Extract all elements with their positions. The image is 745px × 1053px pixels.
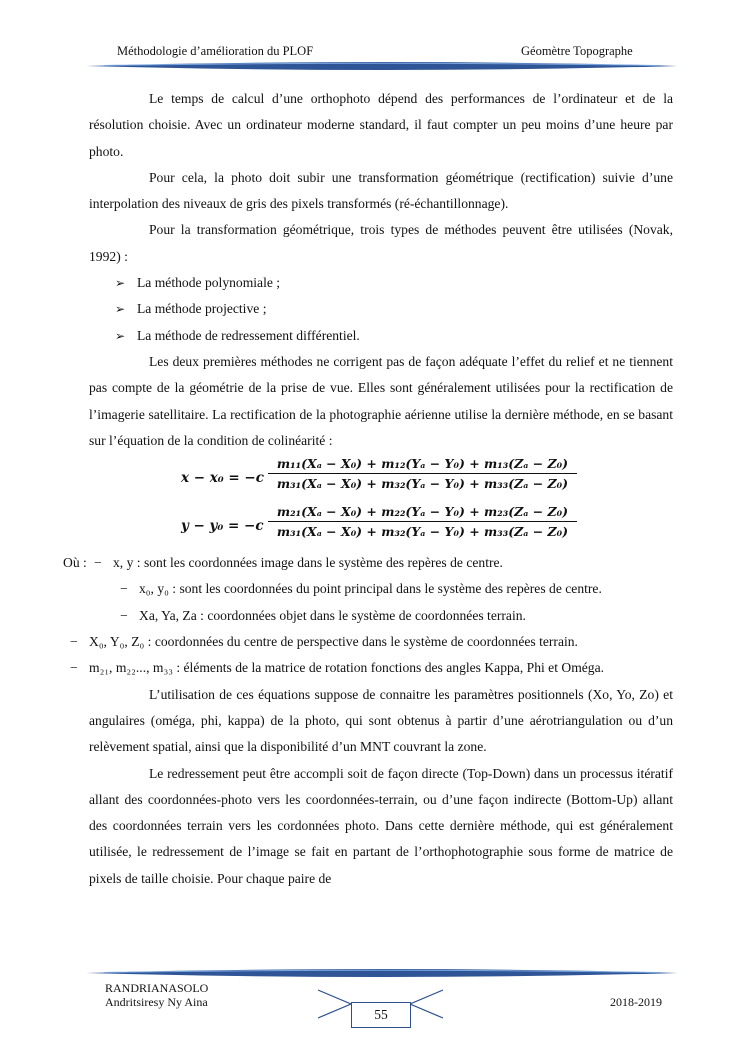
arrow-bullet-icon: ➢ [115, 328, 126, 343]
dash-bullet: − [120, 581, 128, 597]
paragraph-3: Pour la transformation géométrique, trois types de méthodes peuvent être utilisées (Novak, 1992) : [89, 222, 673, 264]
equation-denominator: m₃₁(Xₐ − X₀) + m₃₂(Yₐ − Y₀) + m₃₃(Zₐ − Z₀) [276, 476, 569, 492]
definition-item [89, 576, 673, 602]
equation-lhs: x − x₀ = −c [181, 470, 264, 487]
definition-text: m₂₁, m₂₂..., m₃₃ : éléments de la matrice de rotation fonctions des angles Kappa, Phi et Oméga. [89, 660, 605, 676]
definitions-label: Où : [63, 555, 87, 571]
footer-author [105, 981, 208, 1009]
definition-text: X₀, Y₀, Z₀ : coordonnées du centre de perspective dans le système de coordonnées terrain. [89, 634, 578, 650]
definition-item [89, 603, 673, 629]
definition-text: x, y : sont les coordonnées image dans le système des repères de centre. [113, 555, 503, 571]
header-rule [84, 61, 680, 71]
footer-rule [84, 968, 680, 978]
author-line-2: Andritsiresy Ny Aina [105, 995, 208, 1009]
dash-bullet: − [94, 555, 102, 571]
arrow-bullet-icon: ➢ [115, 302, 126, 317]
bullet-text: La méthode projective ; [137, 301, 267, 317]
dash-bullet: − [70, 634, 78, 650]
bullet-text: La méthode polynomiale ; [137, 275, 281, 291]
paragraph-1: Le temps de calcul d’une orthophoto dépend des performances de l’ordinateur et de la résolution choisie. Avec un ordinateur moderne standard, il faut compter un peu moins d’une heure par photo. [89, 91, 673, 159]
dash-bullet: − [120, 607, 128, 623]
header-subtitle: Géomètre Topographe [521, 44, 633, 58]
page-body [63, 86, 673, 892]
arrow-bullet-icon: ➢ [115, 276, 126, 291]
equation-numerator: m₁₁(Xₐ − X₀) + m₁₂(Yₐ − Y₀) + m₁₃(Zₐ − Z₀) [268, 454, 577, 474]
paragraph-4: Les deux premières méthodes ne corrigent pas de façon adéquate l’effet du relief et ne tiennent pas compte de la géométrie de la prise de vue. Elles sont généralement utilisées pour la rectification de l’imagerie satellitaire. La rectification de la photographie aérienne utilise la dernière méthode, en se basant sur l’équation de la condition de colinéarité : [89, 353, 673, 448]
author-line-1: RANDRIANASOLO [105, 981, 209, 995]
equation-fraction [268, 502, 577, 541]
paragraph-6: Le redressement peut être accompli soit de façon directe (Top-Down) dans un processus itératif allant des coordonnées-photo vers les coordonnées-terrain, ou d’une façon indirecte (Bottom-Up) allant des coordonnées terrain vers les cordonnées photo. Dans cette dernière méthode, qui est généralement utilisée, le redressement de l’image se fait en partant de l’orthophotographie sous forme de matrice de pixels de taille choisie. Pour chaque paire de [89, 765, 673, 886]
paragraph-2: Pour cela, la photo doit subir une transformation géométrique (rectification) suivie d’une interpolation des niveaux de gris des pixels transformés (ré-échantillonnage). [89, 169, 673, 212]
equation-numerator: m₂₁(Xₐ − X₀) + m₂₂(Yₐ − Y₀) + m₂₃(Zₐ − Z₀) [268, 502, 577, 522]
definition-item [63, 550, 673, 576]
collinearity-equation-y [89, 502, 673, 550]
definition-text: Xa, Ya, Za : coordonnées objet dans le système de coordonnées terrain. [139, 607, 526, 623]
bullet-item [89, 270, 673, 296]
bullet-text: La méthode de redressement différentiel. [137, 327, 360, 343]
definition-item [62, 655, 673, 681]
dash-bullet: − [70, 660, 78, 676]
definition-text: x₀, y₀ : sont les coordonnées du point principal dans le système des repères de centre. [139, 581, 602, 597]
page-number: 55 [351, 1002, 411, 1028]
definition-item [39, 629, 673, 655]
header-title: Méthodologie d’amélioration du PLOF [117, 44, 314, 58]
paragraph-5: L’utilisation de ces équations suppose de connaitre les paramètres positionnels (Xo, Yo, Zo) et angulaires (oméga, phi, kappa) de la photo, qui sont obtenus à partir d’une aérotriangulation ou d’un relèvement spatial, ainsi que la disponibilité d’un MNT couvrant la zone. [89, 686, 673, 755]
collinearity-equation-x [89, 454, 673, 502]
equation-fraction [268, 454, 577, 493]
bullet-item [89, 296, 673, 322]
equation-denominator: m₃₁(Xₐ − X₀) + m₃₂(Yₐ − Y₀) + m₃₃(Zₐ − Z₀) [276, 524, 569, 540]
footer-year: 2018-2019 [610, 995, 662, 1009]
equation-lhs: y − y₀ = −c [181, 518, 264, 535]
bullet-item [89, 323, 673, 349]
